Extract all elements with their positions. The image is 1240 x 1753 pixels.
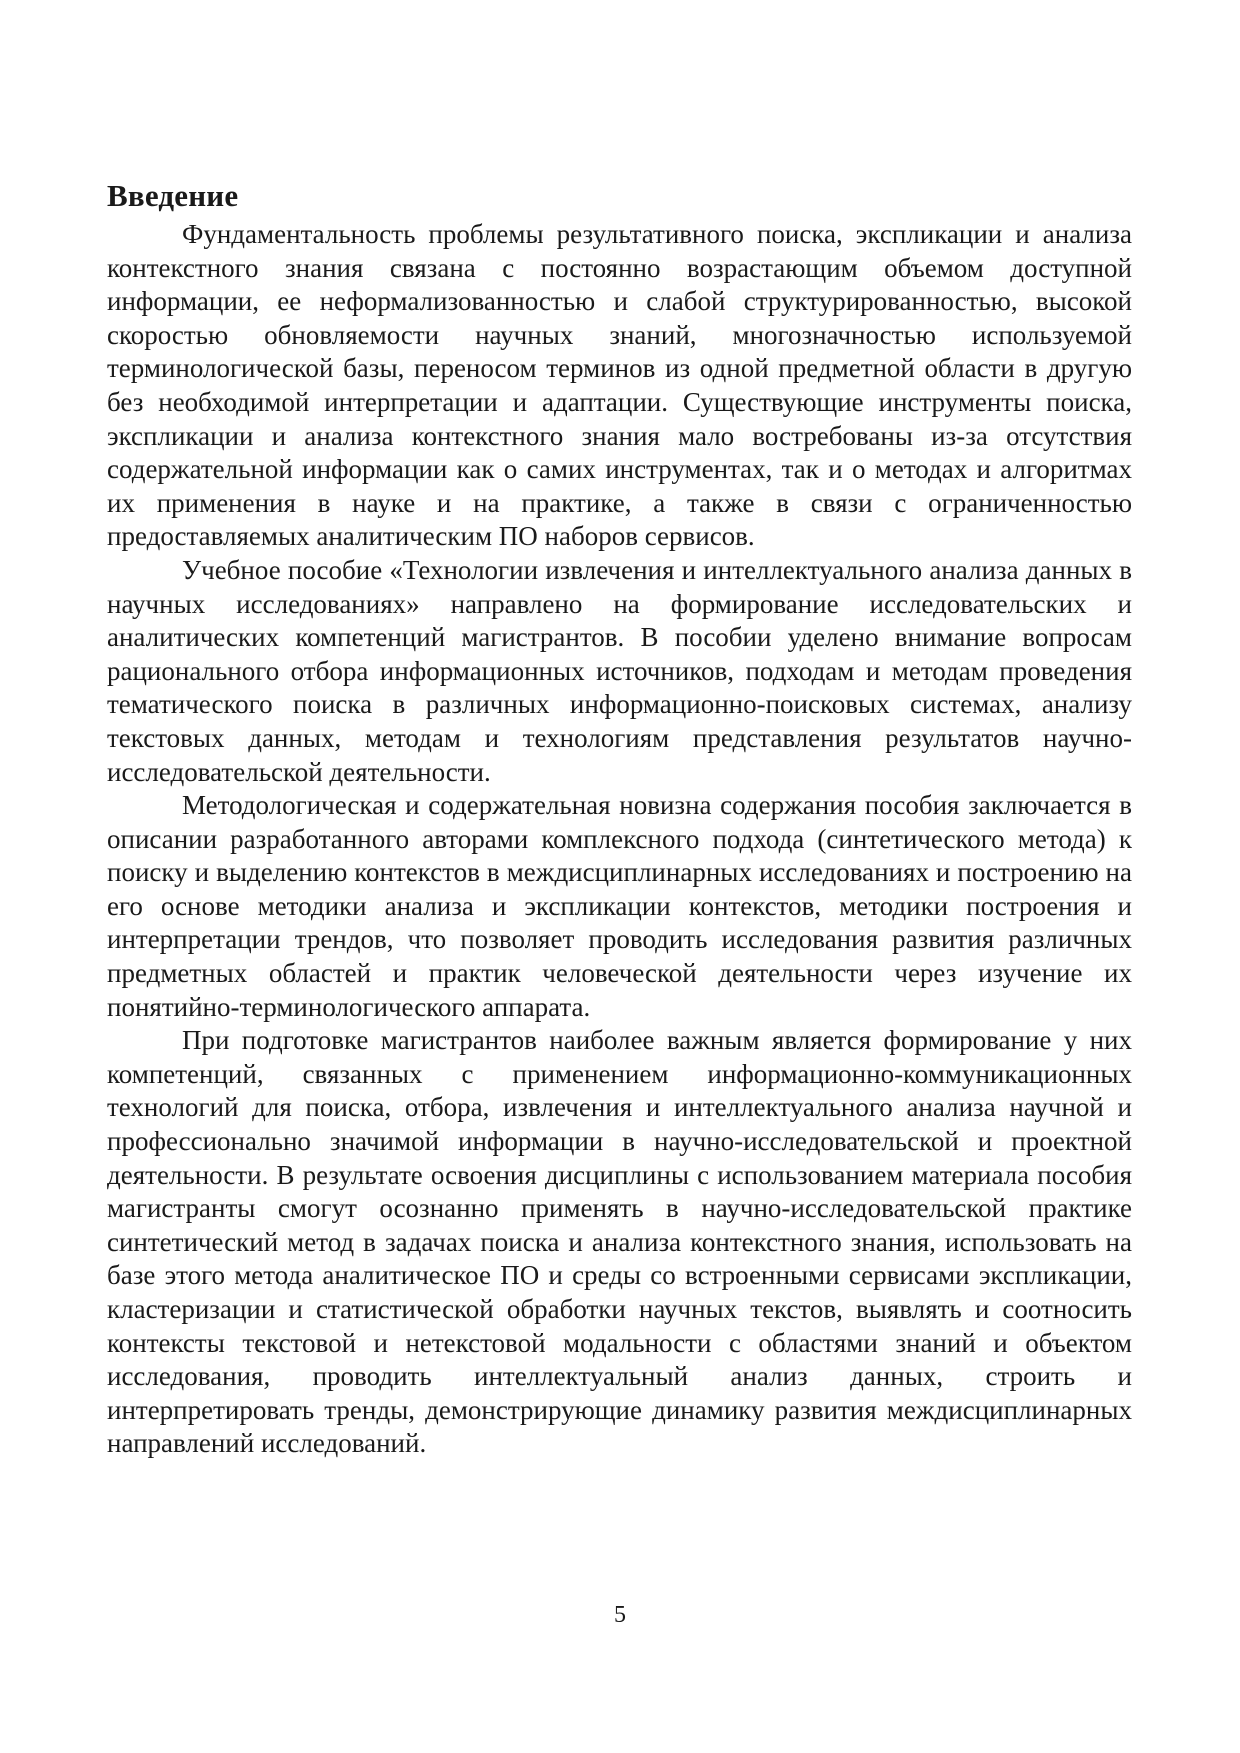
page-number: 5 [614, 1602, 626, 1628]
section-title: Введение [107, 178, 239, 213]
paragraph-2: Учебное пособие «Технологии извлечения и интеллектуального анализа данных в научных исследованиях» направлено на формирование исследовательских и аналитических компетенций магистрантов. В пособии уделено внимание вопросам рационального отбора информационных источников, подходам и методам проведения тематического поиска в различных информационно-поисковых системах, анализу текстовых данных, методам и технологиям представления результатов научно-исследовательской деятельности. [107, 554, 1132, 787]
page-content [107, 176, 1132, 1461]
paragraph-3: Методологическая и содержательная новизна содержания пособия заключается в описании разработанного авторами комплексного подхода (синтетического метода) к поиску и выделению контекстов в междисциплинарных исследованиях и построению на его основе методики анализа и экспликации контекстов, методики построения и интерпретации трендов, что позволяет проводить исследования развития различных предметных областей и практик человеческой деятельности через изучение их понятийно-терминологического аппарата. [107, 790, 1132, 1022]
paragraph-1: Фундаментальность проблемы результативного поиска, экспликации и анализа контекстного знания связана с постоянно возрастающим объемом доступной информации, ее неформализованностью и слабой структурированностью, высокой скоростью обновляемости научных знаний, многозначностью используемой терминологической базы, переносом терминов из одной предметной области в другую без необходимой интерпретации и адаптации. Существующие инструменты поиска, экспликации и анализа контекстного знания мало востребованы из-за отсутствия содержательной информации как о самих инструментах, так и о методах и алгоритмах их применения в науке и на практике, а также в связи с ограниченностью предоставляемых аналитическим ПО наборов сервисов. [107, 219, 1132, 552]
paragraph-4: При подготовке магистрантов наиболее важным является формирование у них компетенций, связанных с применением информационно-коммуникационных технологий для поиска, отбора, извлечения и интеллектуального анализа научной и профессионально значимой информации в научно-исследовательской и проектной деятельности. В результате освоения дисциплины с использованием материала пособия магистранты смогут осознанно применять в научно-исследовательской практике синтетический метод в задачах поиска и анализа контекстного знания, использовать на базе этого метода аналитическое ПО и среды со встроенными сервисами экспликации, кластеризации и статистической обработки научных текстов, выявлять и соотносить контексты текстовой и нетекстовой модальности с областями знаний и объектом исследования, проводить интеллектуальный анализ данных, строить и интерпретировать тренды, демонстрирующие динамику развития междисциплинарных направлений исследований. [107, 1025, 1132, 1459]
